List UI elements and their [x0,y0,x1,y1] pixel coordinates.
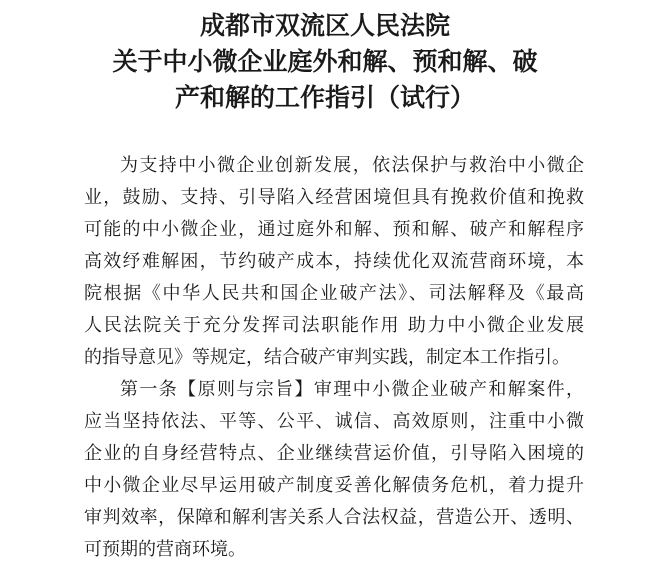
text-line: 中小微企业尽早运用破产制度妥善化解债务危机，着力提升 [84,475,584,496]
title-line-1: 成都市双流区人民法院 [199,11,450,40]
text-line: 可能的中小微企业，通过庭外和解、预和解、破产和解程序 [84,219,584,240]
article-1-paragraph [84,374,584,566]
text-line: 院根据《中华人民共和国企业破产法》、司法解释及《最高 [84,283,584,304]
text-line: 高效纾难解困，节约破产成本，持续优化双流营商环境，本 [84,251,584,272]
text-line: 审判效率，保障和解利害关系人合法权益，营造公开、透明、 [84,507,584,528]
text-line: 应当坚持依法、平等、公平、诚信、高效原则，注重中小微 [84,411,584,432]
text-line: 可预期的营商环境。 [84,539,246,560]
text-line: 业，鼓励、支持、引导陷入经营困境但具有挽救价值和挽救 [84,187,584,208]
text-line: 企业的自身经营特点、企业继续营运价值，引导陷入困境的 [84,443,584,464]
title-line-2: 关于中小微企业庭外和解、预和解、破 [112,47,538,76]
preamble-paragraph [84,150,584,374]
text-line: 的指导意见》等规定，结合破产审判实践，制定本工作指引。 [84,347,570,368]
title-line-3: 产和解的工作指引（试行） [174,83,475,112]
text-line: 第一条【原则与宗旨】审理中小微企业破产和解案件， [120,379,584,400]
text-line: 人民法院关于充分发挥司法职能作用 助力中小微企业发展 [84,315,584,336]
text-line: 为支持中小微企业创新发展，依法保护与救治中小微企 [120,155,584,176]
